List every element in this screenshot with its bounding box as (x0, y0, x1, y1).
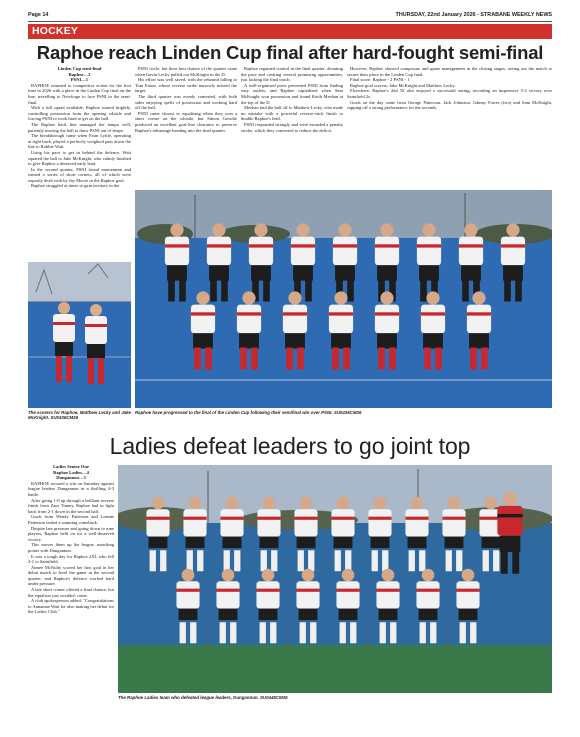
paragraph: With a full squad available, Raphoe started brightly, controlling possession from the opening whistle and forcing PSNI to work hard to get on the ball. (28, 105, 131, 122)
paragraph: Aimee McNulty scored her first goal in her debut match to level the game in the second quarter, and Raphoe's defence worked hard under pressure. (28, 564, 114, 587)
score-line: PSNI…1 (70, 77, 89, 83)
mens-team-caption: Raphoe have progressed to the final of the Linden Cup following their semifinal win over PSNI. SU0435CM26 (135, 410, 362, 415)
paragraph: Goals on the day came from George Patterson, Jack Johnston, Johnny Fortes (two) and Sam McKnight, capping off a strong performance for the seconds. (347, 99, 552, 111)
paragraph: This moves them up the league, matching points with Dungannon. (28, 542, 114, 553)
ladies-team-caption: The Raphoe Ladies team who defeated league leaders, Dungannon. SU0448CM26 (118, 695, 288, 700)
paragraph: PSNI responded strongly and were awarded a penalty stroke, which they converted to reduce the deficit. (241, 121, 343, 133)
paragraph: A well-organised press prevented PSNI from finding easy outlets, and Raphoe capitalised when Sam McKnight won possession and found Keith Meehan at the top of the D. (241, 82, 343, 105)
paragraph: It was a tough day for Raphoe 2XI, who fell 2-1 to Saintfield. (28, 553, 114, 565)
page-number: Page 14 (28, 12, 49, 18)
paragraph: The Raphoe back line managed the tempo well, patiently moving the ball to draw PSNI out of shape. (28, 121, 131, 133)
mens-team-photo (135, 190, 552, 408)
article1-col3 (241, 66, 343, 133)
paragraph: Despite late pressure and going down to nine players, Raphoe held on for a well-deserved victory. (28, 525, 114, 542)
paragraph: RAPHOE returned to competitive action for the first time in 2026 with a place in the Linden Cup final on the line, travelling to Newforge to face PSNI in the semi-final. (28, 82, 131, 105)
paragraph: Final score: Raphoe - 2 PSNI - 1 (350, 77, 410, 83)
article2-body (28, 464, 114, 615)
paragraph: A late short corner offered a final chance, but the equaliser just wouldn't come. (28, 587, 114, 598)
paragraph: A club spokesperson added: "Congratulations to Annamae Watt for also making her debut for the Ladies Club." (28, 598, 114, 615)
article2-headline: Ladies defeat leaders to go joint top (109, 433, 471, 459)
article1-headline: Raphoe reach Linden Cup final after hard-fought semi-final (36, 42, 544, 63)
paragraph: RAPHOE secured a win on Saturday against league leaders Dungannon in a thrilling 4-3 battle. (28, 480, 114, 497)
scorers-photo (28, 262, 131, 408)
paragraph: Using his pace to get in behind the defence, Watt squared the ball to Jake McKnight, who calmly finished to give Raphoe a deserved early lead. (28, 149, 131, 167)
paragraph: His effort was well saved, with the rebound falling to Tom Eaton, whose reverse strike narrowly missed the target. (135, 77, 237, 94)
paragraph: After going 1-0 up through a brilliant reverse finish from Zara Tinney, Raphoe had to fight back from 2-1 down in the second half. (28, 497, 114, 514)
ladies-team-photo (118, 465, 552, 693)
article1-col1 (28, 66, 131, 189)
paragraph: Raphoe regained control in the final quarter, dictating the pace and creating several promising opportunities, just lacking the final touch. (241, 66, 343, 83)
score-line: Raphoe Ladies…4 (53, 469, 89, 475)
page-header (28, 8, 552, 22)
paragraph: PSNI circle, but their best chance of the quarter came when Gavin Lecky pulled out McKnight in the D. (135, 66, 237, 77)
paragraph: The breakthrough came when Evan Lyttle, operating at right back, played a perfectly weighted pass down the line to Robbie Watt. (28, 133, 131, 150)
paragraph: PSNI came closest to equalising when they won a short corner on the whistle, but Simon Gowdie produced an excellent goal-line clearance to preserve Raphoe's advantage heading into the final quarter. (135, 110, 237, 133)
paragraph: In the second quarter, PSNI found momentum and earned a series of short corners, all of which were expertly dealt with by Jay Moore in the Raphoe goal. (28, 166, 131, 183)
paragraph: However, Raphoe showed composure and game management in the closing stages, seeing out the match to secure their place in the Linden Cup final. (347, 66, 552, 77)
score-line: Dungannon…3 (56, 475, 86, 481)
header-rule (28, 21, 552, 22)
score-title: Ladies Senior One (53, 464, 89, 469)
paragraph: Goals from Wendy Patterson and Leanne Patterson sealed a stunning comeback. (28, 514, 114, 525)
paragraph: Raphoe goal scorers: Jake McKnight and Matthew Lecky. (350, 82, 456, 88)
score-line: Raphoe…2 (68, 71, 91, 77)
article1-col4 (347, 66, 552, 111)
paragraph: Elsewhere, Raphoe's 2nd XI also enjoyed a successful outing, recording an impressive 5-2 victory over Saintfield 2s. (347, 88, 552, 99)
section-banner: HOCKEY (28, 24, 552, 39)
paragraph: The third quarter was evenly contested, with both sides enjoying spells of possession and working hard off the ball. (135, 93, 237, 111)
paragraph: Meehan laid the ball off to Matthew Lecky, who made no mistake with a powerful reverse-stick finish to double Raphoe's lead. (241, 105, 343, 122)
score-title: Linden Cup semi-final (57, 66, 102, 71)
paragraph: Raphoe struggled at times to gain territory in the (31, 183, 120, 189)
scorers-caption: The scorers for Raphoe, Matthew Lecky and Jake McKnight. SU0436CM26 (28, 410, 131, 421)
issue-line: THURSDAY, 22nd January 2026 - STRABANE WEEKLY NEWS (395, 12, 552, 18)
article1-col2 (135, 66, 237, 133)
